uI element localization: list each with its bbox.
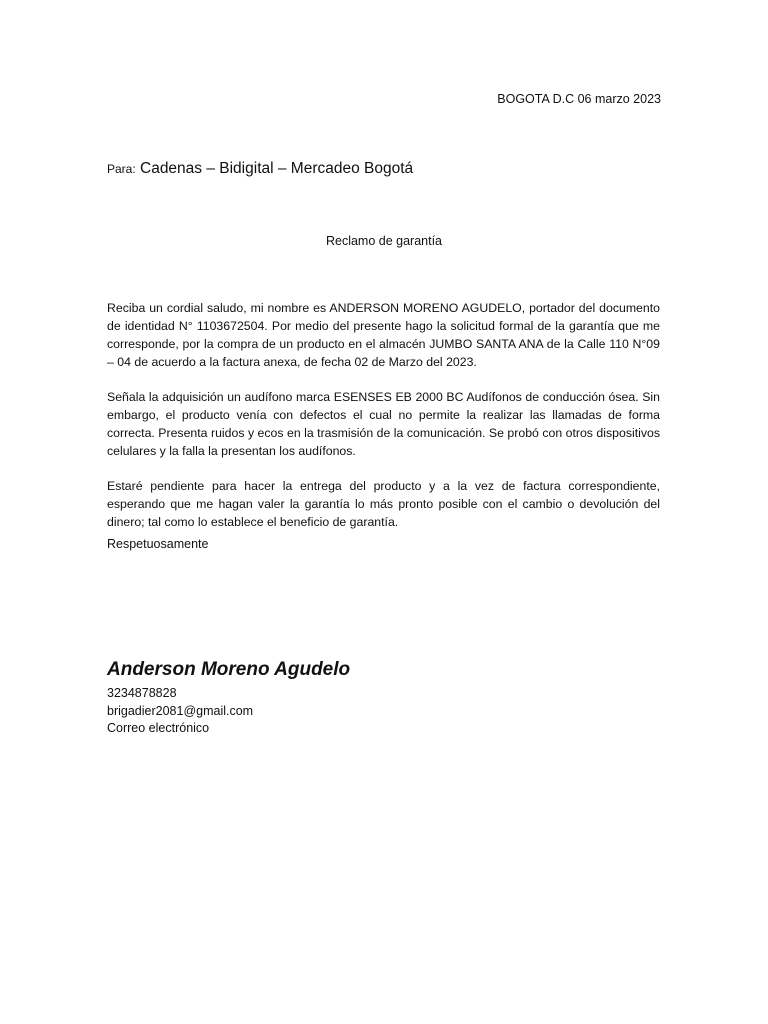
contact-email: brigadier2081@gmail.com [107, 703, 254, 718]
letter-body [107, 299, 660, 548]
contact-email-label: Correo electrónico [107, 721, 210, 735]
closing-salutation: Respetuosamente [107, 537, 209, 551]
body-paragraph-1: Reciba un cordial saludo, mi nombre es ANDERSON MORENO AGUDELO, portador del documento de identidad N° 1103672504. Por medio del presente hago la solicitud formal de la garantía que me corresponde, por la compra de un producto en el almacén JUMBO SANTA ANA de la Calle 110 N°09 – 04 de acuerdo a la factura anexa, de fecha 02 de Marzo del 2023. [107, 301, 660, 369]
body-paragraph-3: Estaré pendiente para hacer la entrega del producto y a la vez de factura correspondiente, esperando que me hagan valer la garantía lo más pronto posible con el cambio o devolución del dinero; tal como lo establece el beneficio de garantía. [107, 479, 660, 529]
recipient-line [107, 160, 413, 178]
contact-block [107, 685, 253, 738]
body-paragraph-2: Señala la adquisición un audífono marca ESENSES EB 2000 BC Audífonos de conducción ósea. Sin embargo, el producto venía con defectos el cual no permite la realizar las llamadas de forma correcta. Presenta ruidos y ecos en la trasmisión de la comunicación. Se probó con otros dispositivos celulares y la falla la presentan los audífonos. [107, 390, 660, 458]
recipient-name: Cadenas – Bidigital – Mercadeo Bogotá [140, 160, 414, 177]
signature-name: Anderson Moreno Agudelo [107, 659, 351, 680]
letter-date: BOGOTA D.C 06 marzo 2023 [497, 92, 661, 106]
contact-phone: 3234878828 [107, 686, 177, 700]
letter-subject: Reclamo de garantía [325, 234, 443, 248]
recipient-prefix: Para: [107, 162, 136, 176]
